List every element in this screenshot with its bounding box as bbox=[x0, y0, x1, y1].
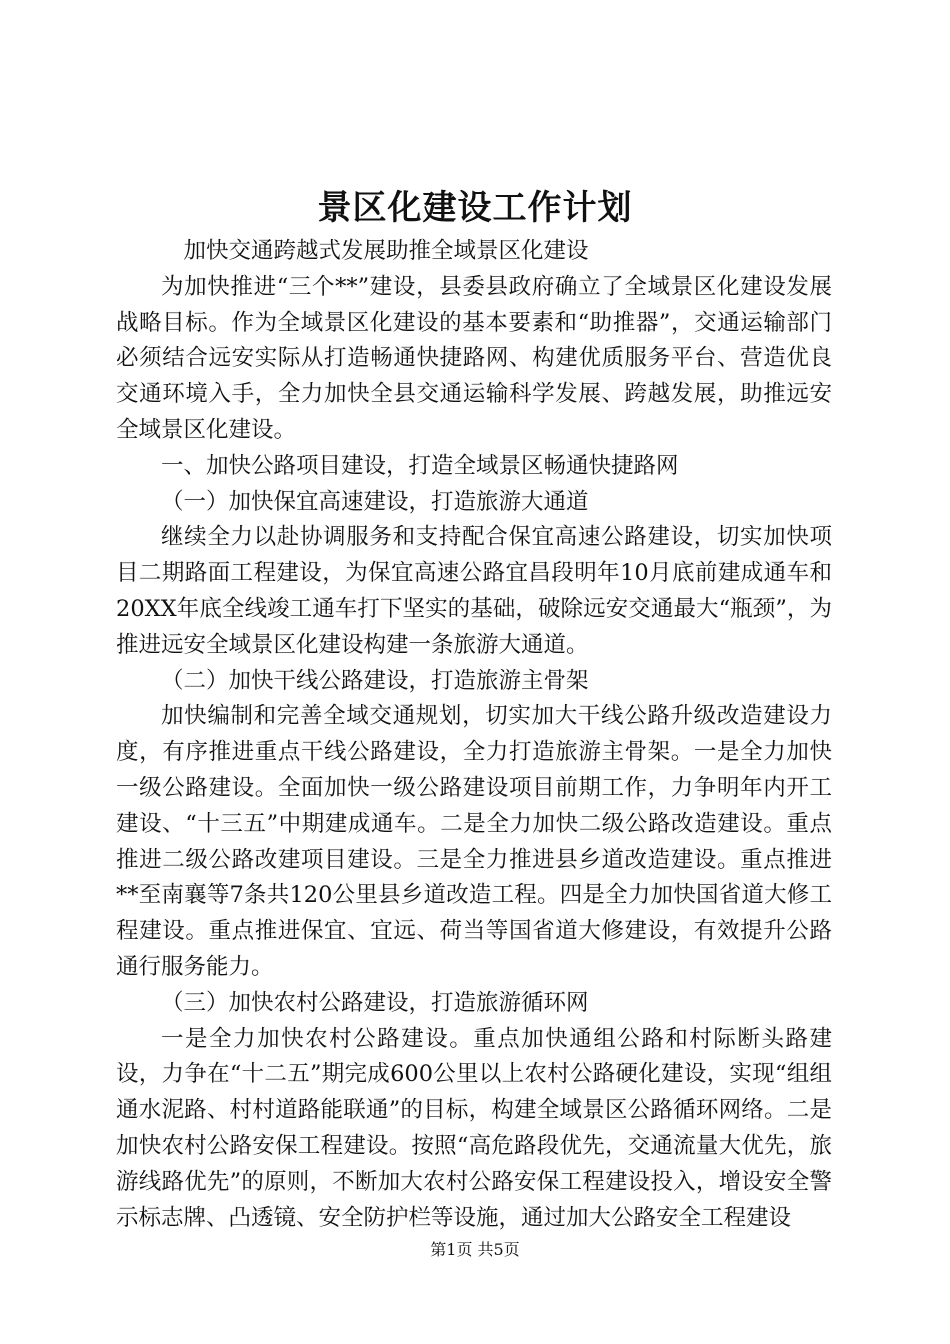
subsection-heading: （三）加快农村公路建设，打造旅游循环网 bbox=[161, 989, 589, 1016]
document-body bbox=[116, 234, 832, 1236]
body-paragraph: 为加快推进“三个**”建设，县委县政府确立了全域景区化建设发展战略目标。作为全域景区化建设的基本要素和“助推器”，交通运输部门必须结合远安实际从打造畅通快捷路网、构建优质服务平台、营造优良交通环境入手，全力加快全县交通运输科学发展、跨越发展，助推远安全域景区化建设。 bbox=[116, 273, 832, 443]
subtitle-paragraph: 加快交通跨越式发展助推全域景区化建设 bbox=[183, 238, 589, 264]
body-paragraph: 一是全力加快农村公路建设。重点加快通组公路和村际断头路建设，力争在“十二五”期完成600公里以上农村公路硬化建设，实现“组组通水泥路、村村道路能联通”的目标，构建全域景区公路循环网络。二是加快农村公路安保工程建设。按照“高危路段优先，交通流量大优先，旅游线路优先”的原则，不断加大农村公路安保工程建设投入，增设安全警示标志牌、凸透镜、安全防护栏等设施，通过加大公路安全工程建设 bbox=[116, 1025, 832, 1231]
subsection-heading: （二）加快干线公路建设，打造旅游主骨架 bbox=[161, 667, 589, 694]
body-paragraph: 继续全力以赴协调服务和支持配合保宜高速公路建设，切实加快项目二期路面工程建设，为保宜高速公路宜昌段明年10月底前建成通车和20XX年底全线竣工通车打下坚实的基础，破除远安交通最大“瓶颈”，为推进远安全域景区化建设构建一条旅游大通道。 bbox=[116, 524, 832, 658]
body-paragraph: 加快编制和完善全域交通规划，切实加大干线公路升级改造建设力度，有序推进重点干线公路建设，全力打造旅游主骨架。一是全力加快一级公路建设。全面加快一级公路建设项目前期工作，力争明年内开工建设、“十三五”中期建成通车。二是全力加快二级公路改造建设。重点推进二级公路改建项目建设。三是全力推进县乡道改造建设。重点推进**至南襄等7条共120公里县乡道改造工程。四是全力加快国省道大修工程建设。重点推进保宜、宜远、荷当等国省道大修建设，有效提升公路通行服务能力。 bbox=[116, 703, 832, 980]
page-footer: 第1页 共5页 bbox=[430, 1240, 520, 1259]
section-heading: 一、加快公路项目建设，打造全域景区畅通快捷路网 bbox=[161, 452, 679, 479]
document-title: 景区化建设工作计划 bbox=[317, 188, 633, 228]
subsection-heading: （一）加快保宜高速建设，打造旅游大通道 bbox=[161, 488, 589, 515]
